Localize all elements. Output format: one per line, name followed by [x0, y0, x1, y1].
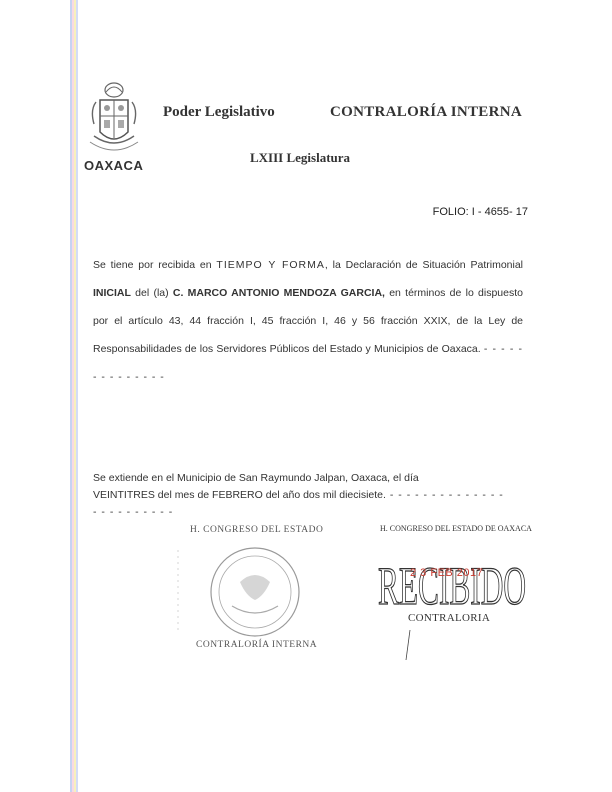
seal-top-text: H. CONGRESO DEL ESTADO — [190, 525, 324, 535]
dash-filler-line-3: - - - - - - - - - - — [93, 506, 174, 518]
paragraph-text: en términos de lo dispuesto por el artículo 43, 44 fracción I, 45 fracción I, 46 y 56 fracción XXIX, de la Ley de Responsabilidades de los Servidores Públicos del Estado y Municipios de Oaxaca. — [93, 287, 523, 355]
stamp-office-text: CONTRALORIA — [408, 612, 491, 624]
closing-line-1: Se extiende en el Municipio de San Raymundo Jalpan, Oaxaca, el día — [93, 472, 419, 484]
legislature-title: LXIII Legislatura — [250, 150, 351, 165]
office-title: CONTRALORÍA INTERNA — [330, 104, 522, 120]
folio-number: FOLIO: I - 4655- 17 — [432, 206, 528, 218]
paragraph-text: Se tiene por recibida en — [93, 259, 217, 271]
org-name-oaxaca: OAXACA — [84, 158, 144, 173]
declaration-paragraph — [93, 251, 523, 391]
stamp-top-text: H. CONGRESO DEL ESTADO DE OAXACA — [380, 524, 532, 533]
seal-bottom-text: CONTRALORÍA INTERNA — [196, 640, 318, 650]
oaxaca-coat-of-arms-logo — [86, 80, 142, 158]
stamp-date: 2 3 FEB 2017 — [410, 567, 484, 579]
paragraph-text: , la Declaración de Situación Patrimonial — [324, 259, 523, 271]
received-word: RECIBIDO — [378, 556, 526, 616]
congress-seal-stamp — [160, 520, 350, 660]
dash-filler: - - - - - - - - - - - - - - — [385, 489, 504, 501]
closing-paragraph — [93, 470, 523, 521]
paragraph-text: del (la) — [130, 287, 173, 299]
branch-title: Poder Legislativo — [163, 104, 275, 120]
time-and-form-text: TIEMPO Y FORMA — [216, 259, 325, 271]
declaration-type: INICIAL — [93, 287, 131, 299]
margin-lines — [70, 0, 78, 792]
received-stamp — [372, 520, 532, 660]
closing-line-2: VEINTITRES del mes de FEBRERO del año dos mil diecisiete. — [93, 489, 386, 501]
dash-filler: - - - - - - - - - - - - - - — [93, 343, 523, 383]
declarant-name: C. MARCO ANTONIO MENDOZA GARCIA, — [172, 287, 385, 299]
